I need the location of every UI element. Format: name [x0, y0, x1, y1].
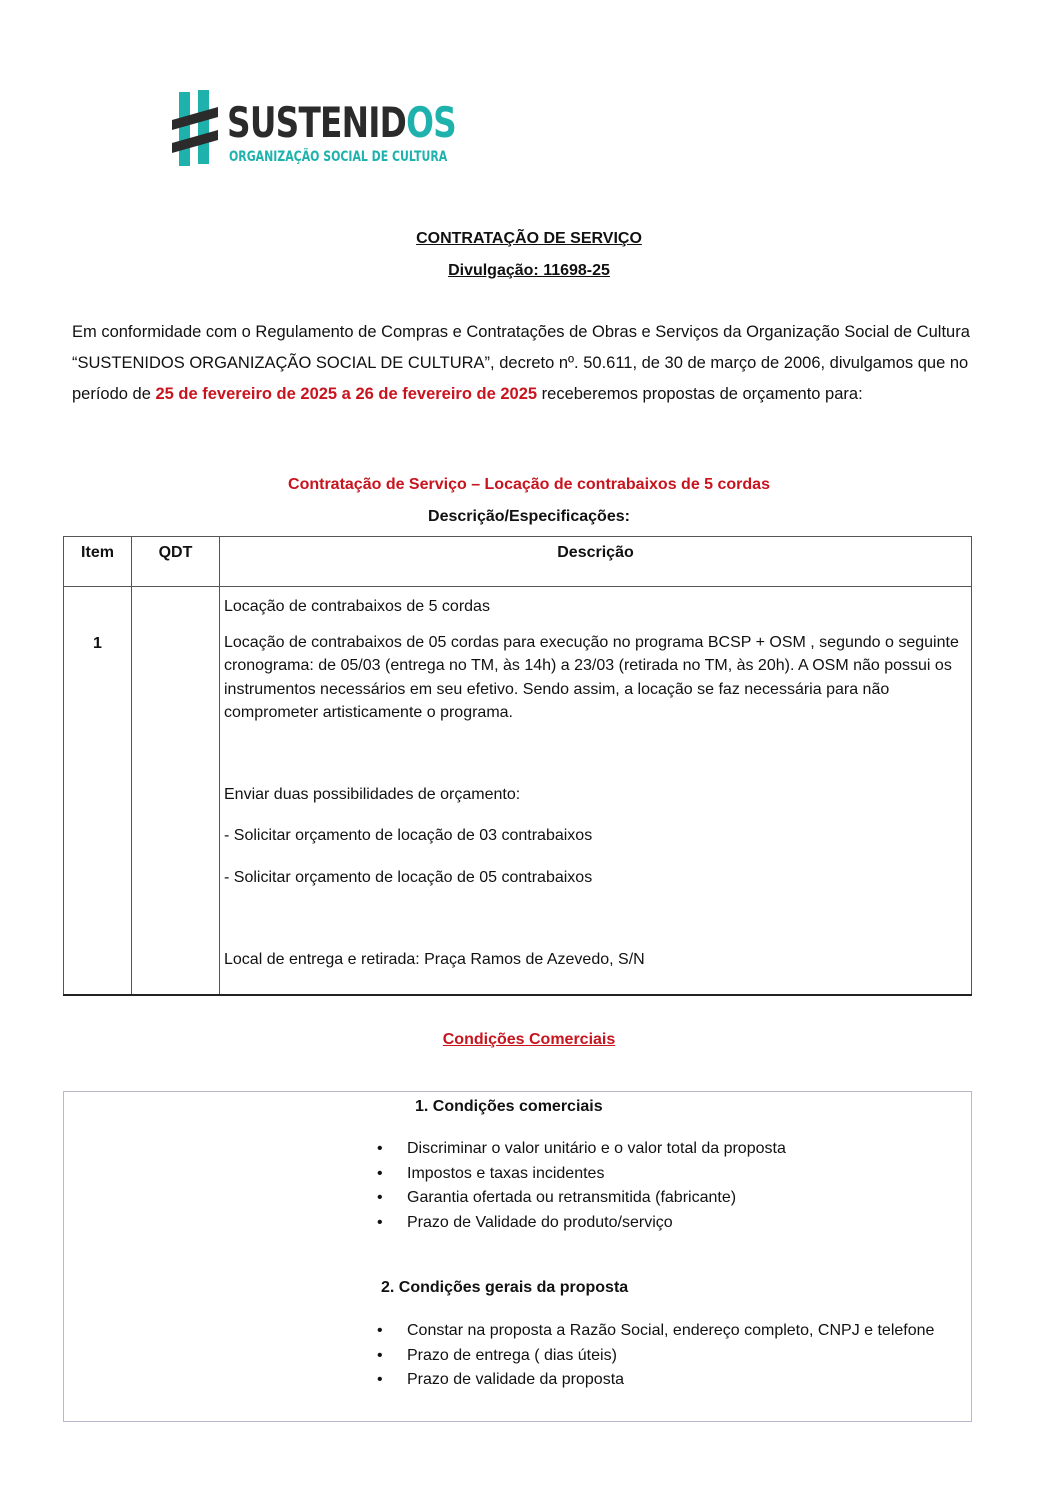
table-row	[64, 587, 972, 995]
list-item: • Impostos e taxas incidentes	[377, 1162, 937, 1187]
list-item: • Discriminar o valor unitário e o valor total da proposta	[377, 1137, 937, 1162]
period-highlight: 25 de fevereiro de 2025 a 26 de fevereiro de 2025	[155, 385, 538, 403]
description-body: Locação de contrabaixos de 05 cordas para execução no programa BCSP + OSM , segundo o seguinte cronograma: de 05/03 (entrega no TM, às 14h) a 23/03 (retirada no TM, às 20h). A OSM não possui os instrumentos necessários em seu efetivo. Sendo assim, a locação se faz necessária para não comprometer artisticamente o programa.	[224, 633, 959, 721]
bullet-icon: •	[377, 1164, 383, 1182]
bullet-icon: •	[377, 1346, 383, 1364]
description-title: Locação de contrabaixos de 5 cordas	[224, 598, 490, 615]
disclosure-number: Divulgação: 11698-25	[448, 262, 610, 279]
section-2-title: 2. Condições gerais da proposta	[381, 1279, 629, 1296]
bullet-icon: •	[377, 1371, 383, 1388]
document-title: CONTRATAÇÃO DE SERVIÇO	[416, 230, 642, 247]
header-description: Descrição	[220, 537, 972, 587]
specification-table	[63, 536, 972, 996]
list-item: • Prazo de validade da proposta	[377, 1368, 957, 1393]
header-qdt: QDT	[132, 537, 220, 587]
list-item: • Garantia ofertada ou retransmitida (fabricante)	[377, 1186, 937, 1211]
logo-tagline: ORGANIZAÇÃO SOCIAL DE CULTURA	[229, 149, 448, 165]
bullet-icon: •	[377, 1322, 383, 1339]
service-title: Contratação de Serviço – Locação de contrabaixos de 5 cordas	[288, 476, 770, 493]
conditions-box	[63, 1091, 972, 1422]
commercial-conditions-heading: Condições Comerciais	[442, 1031, 616, 1048]
option-2: - Solicitar orçamento de locação de 05 contrabaixos	[224, 868, 593, 886]
header-item: Item	[64, 537, 132, 587]
table-header-row	[64, 537, 972, 587]
item-number: 1	[64, 587, 132, 995]
section-1-title: 1. Condições comerciais	[415, 1098, 603, 1115]
bullet-icon: •	[377, 1213, 383, 1231]
list-item: • Prazo de Validade do produto/serviço	[377, 1211, 937, 1236]
option-1: - Solicitar orçamento de locação de 03 contrabaixos	[224, 827, 593, 844]
item-quantity	[132, 587, 220, 995]
list-item: • Prazo de entrega ( dias úteis)	[377, 1344, 957, 1369]
section-2-list	[377, 1319, 957, 1393]
intro-paragraph: Em conformidade com o Regulamento de Compras e Contratações de Obras e Serviços da Organização Social de Cultura “SUSTENIDOS ORGANIZAÇÃO SOCIAL DE CULTURA”, decreto nº. 50.611, de 30 de março de 2006, divulgamos que no período de 25 de fevereiro de 2025 a 26 de fevereiro de 2025 receberemos propostas de orçamento para:	[72, 323, 970, 403]
hash-sharp-icon	[172, 90, 222, 168]
delivery-location: Local de entrega e retirada: Praça Ramos de Azevedo, S/N	[224, 951, 645, 968]
item-description	[220, 587, 972, 995]
section-1-list	[377, 1137, 937, 1235]
bullet-icon: •	[377, 1140, 383, 1157]
options-intro: Enviar duas possibilidades de orçamento:	[224, 785, 521, 803]
list-item: • Constar na proposta a Razão Social, endereço completo, CNPJ e telefone	[377, 1319, 957, 1344]
spec-heading: Descrição/Especificações:	[428, 508, 630, 525]
logo-wordmark: SUSTENIDOS	[227, 98, 456, 147]
sustenidos-logo	[172, 90, 456, 170]
bullet-icon: •	[377, 1189, 383, 1206]
